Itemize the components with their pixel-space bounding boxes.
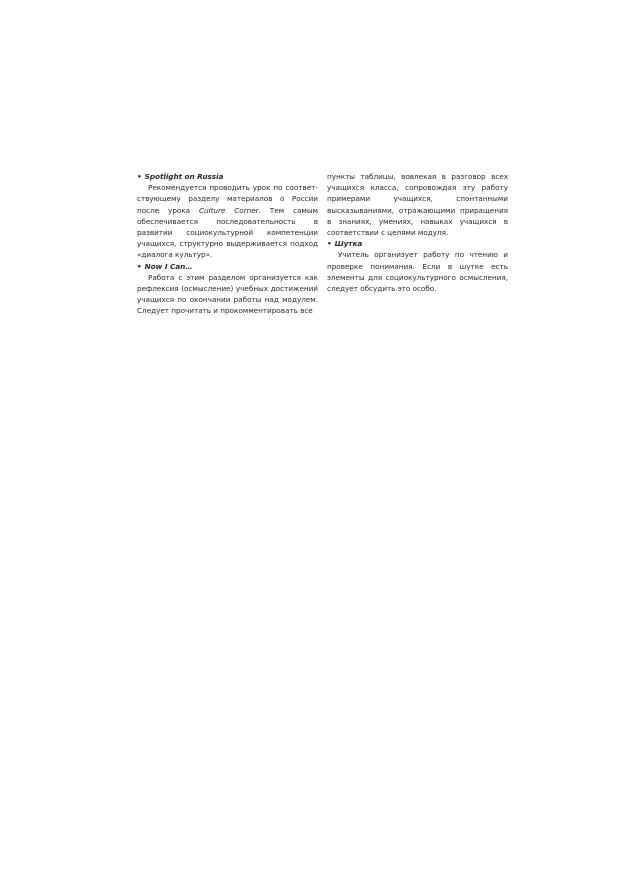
section-heading-joke: [327, 238, 508, 249]
paragraph-text: . Тем самым обеспечивается последовательность в развитии социокультурной компетенции учащихся, структурно выдерживается подход «диалога культур».: [137, 205, 318, 260]
paragraph-now-i-can: Работа с этим разделом организуется как рефлексия (осмысление) учебных достижений учащихся по окончании работы над модулем. Следует прочитать и прокомментировать все: [137, 272, 318, 316]
heading-text: Now I Can…: [144, 261, 193, 271]
section-heading-now-i-can: [137, 261, 318, 272]
paragraph-continuation: пункты таблицы, вовлекая в разговор всех учащихся класса, сопровождая эту работу примерами учащихся, спонтанными высказываниями, отражающими приращения в знаниях, умениях, навыках учащихся в соответствии с целями модуля.: [327, 172, 508, 238]
heading-text: Шутка: [334, 239, 363, 249]
section-heading-spotlight-on-russia: [137, 171, 318, 182]
paragraph-spotlight: [137, 182, 318, 260]
paragraph-emphasis: Culture Corner: [198, 205, 259, 215]
bullet-icon: •: [327, 239, 332, 249]
paragraph-joke: Учитель организует работу по чтению и проверке понимания. Если в шутке есть элементы для социокультурного осмысления, следует обсудить это особо.: [327, 250, 508, 294]
left-column: [137, 171, 318, 317]
heading-text: Spotlight on Russia: [144, 172, 224, 181]
right-column: [327, 171, 508, 294]
bullet-icon: •: [137, 172, 142, 181]
paragraph-text: Рекомендуется проводить урок по соответствующему разделу материалов о России после урока: [137, 183, 318, 215]
bullet-icon: •: [137, 261, 142, 271]
